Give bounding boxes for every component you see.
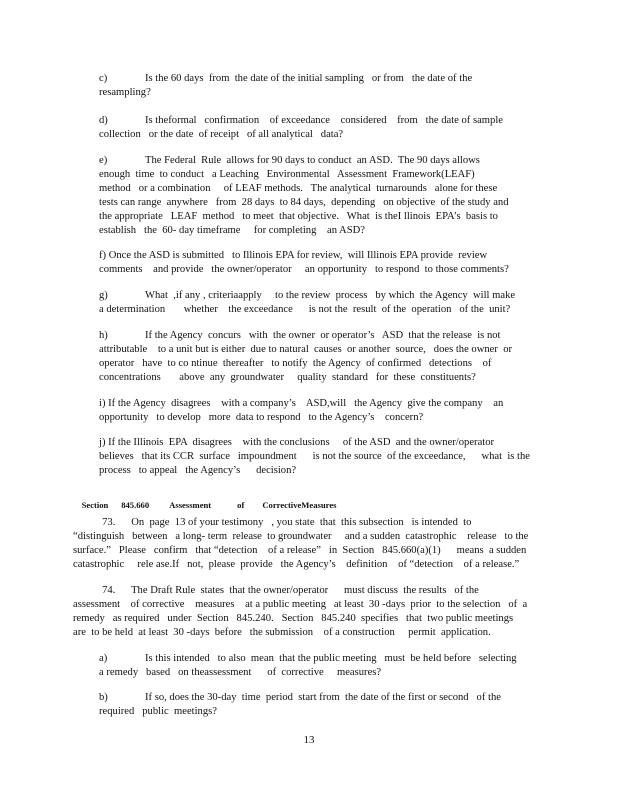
- question-text: enough time to conduct a Leaching Environmental Assessment Framework(LEAF): [99, 169, 475, 180]
- question-74-b: [99, 691, 539, 719]
- question-74: [73, 584, 539, 640]
- question-text: comments and provide the owner/operator an opportunity to respond to those comments?: [99, 264, 509, 275]
- question-e: [99, 154, 539, 238]
- item-label: b): [99, 692, 108, 703]
- question-73: [73, 516, 539, 572]
- question-text: required public meetings?: [99, 706, 217, 717]
- item-label: d): [99, 115, 108, 126]
- question-d: [99, 114, 539, 142]
- item-label: h): [99, 330, 108, 341]
- section-title-part: CorrectiveMeasures: [262, 500, 337, 510]
- question-text: establish the 60- day timeframe for completing an ASD?: [99, 225, 365, 236]
- paragraph-line: catastrophic rele ase.If not, please provide the Agency’s definition of “detection of a release.”: [73, 559, 520, 570]
- question-text: Is this intended to also mean that the public meeting must be held before selecting: [145, 653, 517, 664]
- paragraph-line: surface.” Please confirm that “detection of a release” in Section 845.660(a)(1) means a sudden: [73, 545, 527, 556]
- question-text: a remedy based on theassessment of corrective measures?: [99, 667, 382, 678]
- question-text: process to appeal the Agency’s decision?: [99, 465, 297, 476]
- question-j: [99, 436, 539, 478]
- question-text: collection or the date of receipt of all analytical data?: [99, 129, 344, 140]
- question-i: [99, 397, 539, 425]
- question-text: resampling?: [99, 87, 151, 98]
- question-text: The Federal Rule allows for 90 days to conduct an ASD. The 90 days allows: [145, 155, 480, 166]
- paragraph-line: 74. The Draft Rule states that the owner/operator must discuss the results of the: [73, 585, 479, 596]
- question-text: f) Once the ASD is submitted to Illinois EPA for review, will Illinois EPA provide review: [99, 250, 488, 261]
- paragraph-line: “distinguish between a long- term release to groundwater and a sudden catastrophic release to the: [73, 531, 529, 542]
- question-text: method or a combination of LEAF methods. The analytical turnarounds alone for these: [99, 183, 498, 194]
- paragraph-line: are to be held at least 30 -days before the submission of a construction permit application.: [73, 627, 491, 638]
- question-text: If so, does the 30-day time period start from the date of the first or second of the: [145, 692, 501, 703]
- question-text: Is the 60 days from the date of the initial sampling or from the date of the: [145, 73, 473, 84]
- paragraph-line: assessment of corrective measures at a public meeting at least 30 -days prior to the selection of a: [73, 599, 528, 610]
- item-label: e): [99, 155, 108, 166]
- question-text: Is theformal confirmation of exceedance considered from the date of sample: [145, 115, 503, 126]
- paragraph-line: remedy as required under Section 845.240. Section 845.240 specifies that two public meetings: [73, 613, 514, 624]
- item-label: a): [99, 653, 108, 664]
- section-title-part: of: [237, 500, 245, 510]
- question-c: [99, 72, 539, 100]
- question-text: believes that its CCR surface impoundment is not the source of the exceedance, what is the: [99, 451, 530, 462]
- question-text: the appropriate LEAF method to meet that objective. What is theI llinois EPA’s basis to: [99, 211, 498, 222]
- paragraph-line: 73. On page 13 of your testimony , you state that this subsection is intended to: [73, 517, 472, 528]
- item-label: g): [99, 290, 108, 301]
- question-f: [99, 249, 539, 277]
- question-h: [99, 329, 539, 385]
- section-number: Section 845.660: [81, 500, 150, 510]
- question-text: concentrations above any groundwater quality standard for these constituents?: [99, 372, 476, 383]
- question-text: attributable to a unit but is either due to natural causes or another source, does the owner or: [99, 344, 513, 355]
- question-text: operator have to co ntinue thereafter to notify the Agency of confirmed detections of: [99, 358, 492, 369]
- question-text: tests can range anywhere from 28 days to 84 days, depending on objective of the study and: [99, 197, 509, 208]
- page-number: 13: [303, 734, 315, 746]
- item-label: c): [99, 73, 108, 84]
- question-text: If the Agency concurs with the owner or operator’s ASD that the release is not: [145, 330, 501, 341]
- question-text: What ,if any , criteriaapply to the review process by which the Agency will make: [145, 290, 516, 301]
- section-title-part: Assessment: [169, 500, 212, 510]
- question-text: opportunity to develop more data to respond to the Agency’s concern?: [99, 412, 424, 423]
- question-74-a: [99, 652, 539, 680]
- question-g: [99, 289, 539, 317]
- question-text: a determination whether the exceedance is not the result of the operation of the unit?: [99, 304, 511, 315]
- question-text: i) If the Agency disagrees with a company’s ASD,will the Agency give the company an: [99, 398, 504, 409]
- question-text: j) If the Illinois EPA disagrees with the conclusions of the ASD and the owner/operator: [99, 437, 495, 448]
